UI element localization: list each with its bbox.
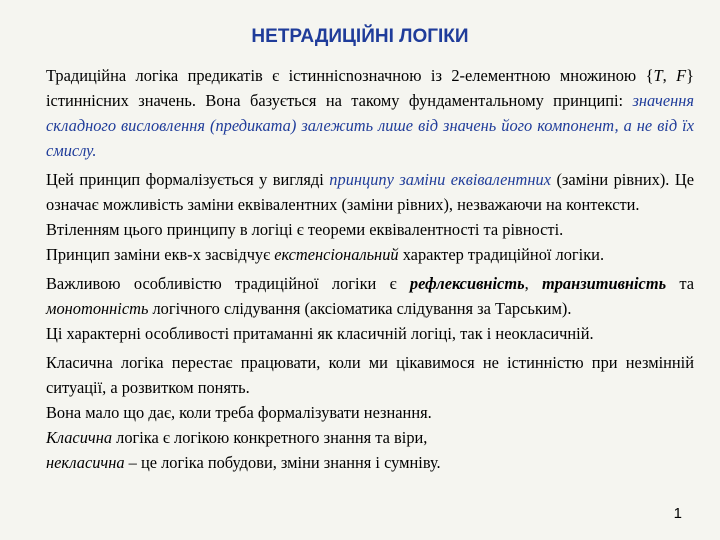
text: – це логіка побудови, зміни знання і сумніву. [124, 453, 441, 472]
text: Принцип заміни екв-х засвідчує [46, 245, 275, 264]
principle-term: принципу заміни еквівалентних [329, 170, 551, 189]
paragraph-properties [46, 271, 694, 321]
text: } істиннісних значень. Вона базується на такому фундаментальному принципі: [46, 66, 694, 110]
paragraph-extensional [46, 242, 694, 267]
page-number: 1 [673, 505, 682, 522]
text: Традиційна логіка предикатів є істиннісnoзначною із 2-елементною множиною { [46, 66, 654, 85]
text: (заміни рівних). Це означає можливість заміни еквівалентних (заміни рівних), незважаючи на контексти. [46, 170, 694, 214]
paragraph-ignorance: Вона мало що дає, коли треба формалізувати незнання. [46, 403, 432, 422]
value-false: F [676, 66, 687, 85]
paragraph-classical [46, 425, 694, 450]
text: , [662, 66, 677, 85]
principle-statement: значення складного висловлення (предиката) залежить лише від значень його компонент, а не від їх смислу. [46, 91, 694, 160]
paragraph-formalization [46, 167, 694, 217]
text: характер традиційної логіки. [398, 245, 605, 264]
classical-term: Класична [46, 428, 113, 447]
text: Важливою особливістю традиційної логіки є [46, 274, 410, 293]
paragraph-traditional-logic [46, 63, 694, 163]
paragraph-theorems: Втіленням цього принципу в логіці є теореми еквівалентності та рівності. [46, 220, 564, 239]
text: Цей принцип формалізується у вигляді [46, 170, 330, 189]
extensional-term: екстенсіональний [274, 245, 399, 264]
slide-title: НЕТРАДИЦІЙНІ ЛОГІКИ [251, 26, 469, 47]
paragraph-features: Ці характерні особливості притаманні як класичній логіці, так і неокласичній. [46, 324, 594, 343]
text: , [524, 274, 542, 293]
text: та [666, 274, 694, 293]
paragraph-nonclassical [46, 450, 694, 475]
slide-body [46, 63, 694, 475]
transitivity-term: транзитивність [541, 274, 667, 293]
nonclassical-term: некласична [46, 453, 125, 472]
text: логіка є логікою конкретного знання та віри, [112, 428, 428, 447]
monotonicity-term: монотонність [46, 299, 149, 318]
text: логічного слідування (аксіоматика слідування за Тарським). [148, 299, 572, 318]
reflexivity-term: рефлексивність [409, 274, 525, 293]
value-true: T [653, 66, 663, 85]
paragraph-classical-fails: Класична логіка перестає працювати, коли ми цікавимося не істинністю при незмінній ситуації, а розвитком понять. [46, 353, 694, 397]
